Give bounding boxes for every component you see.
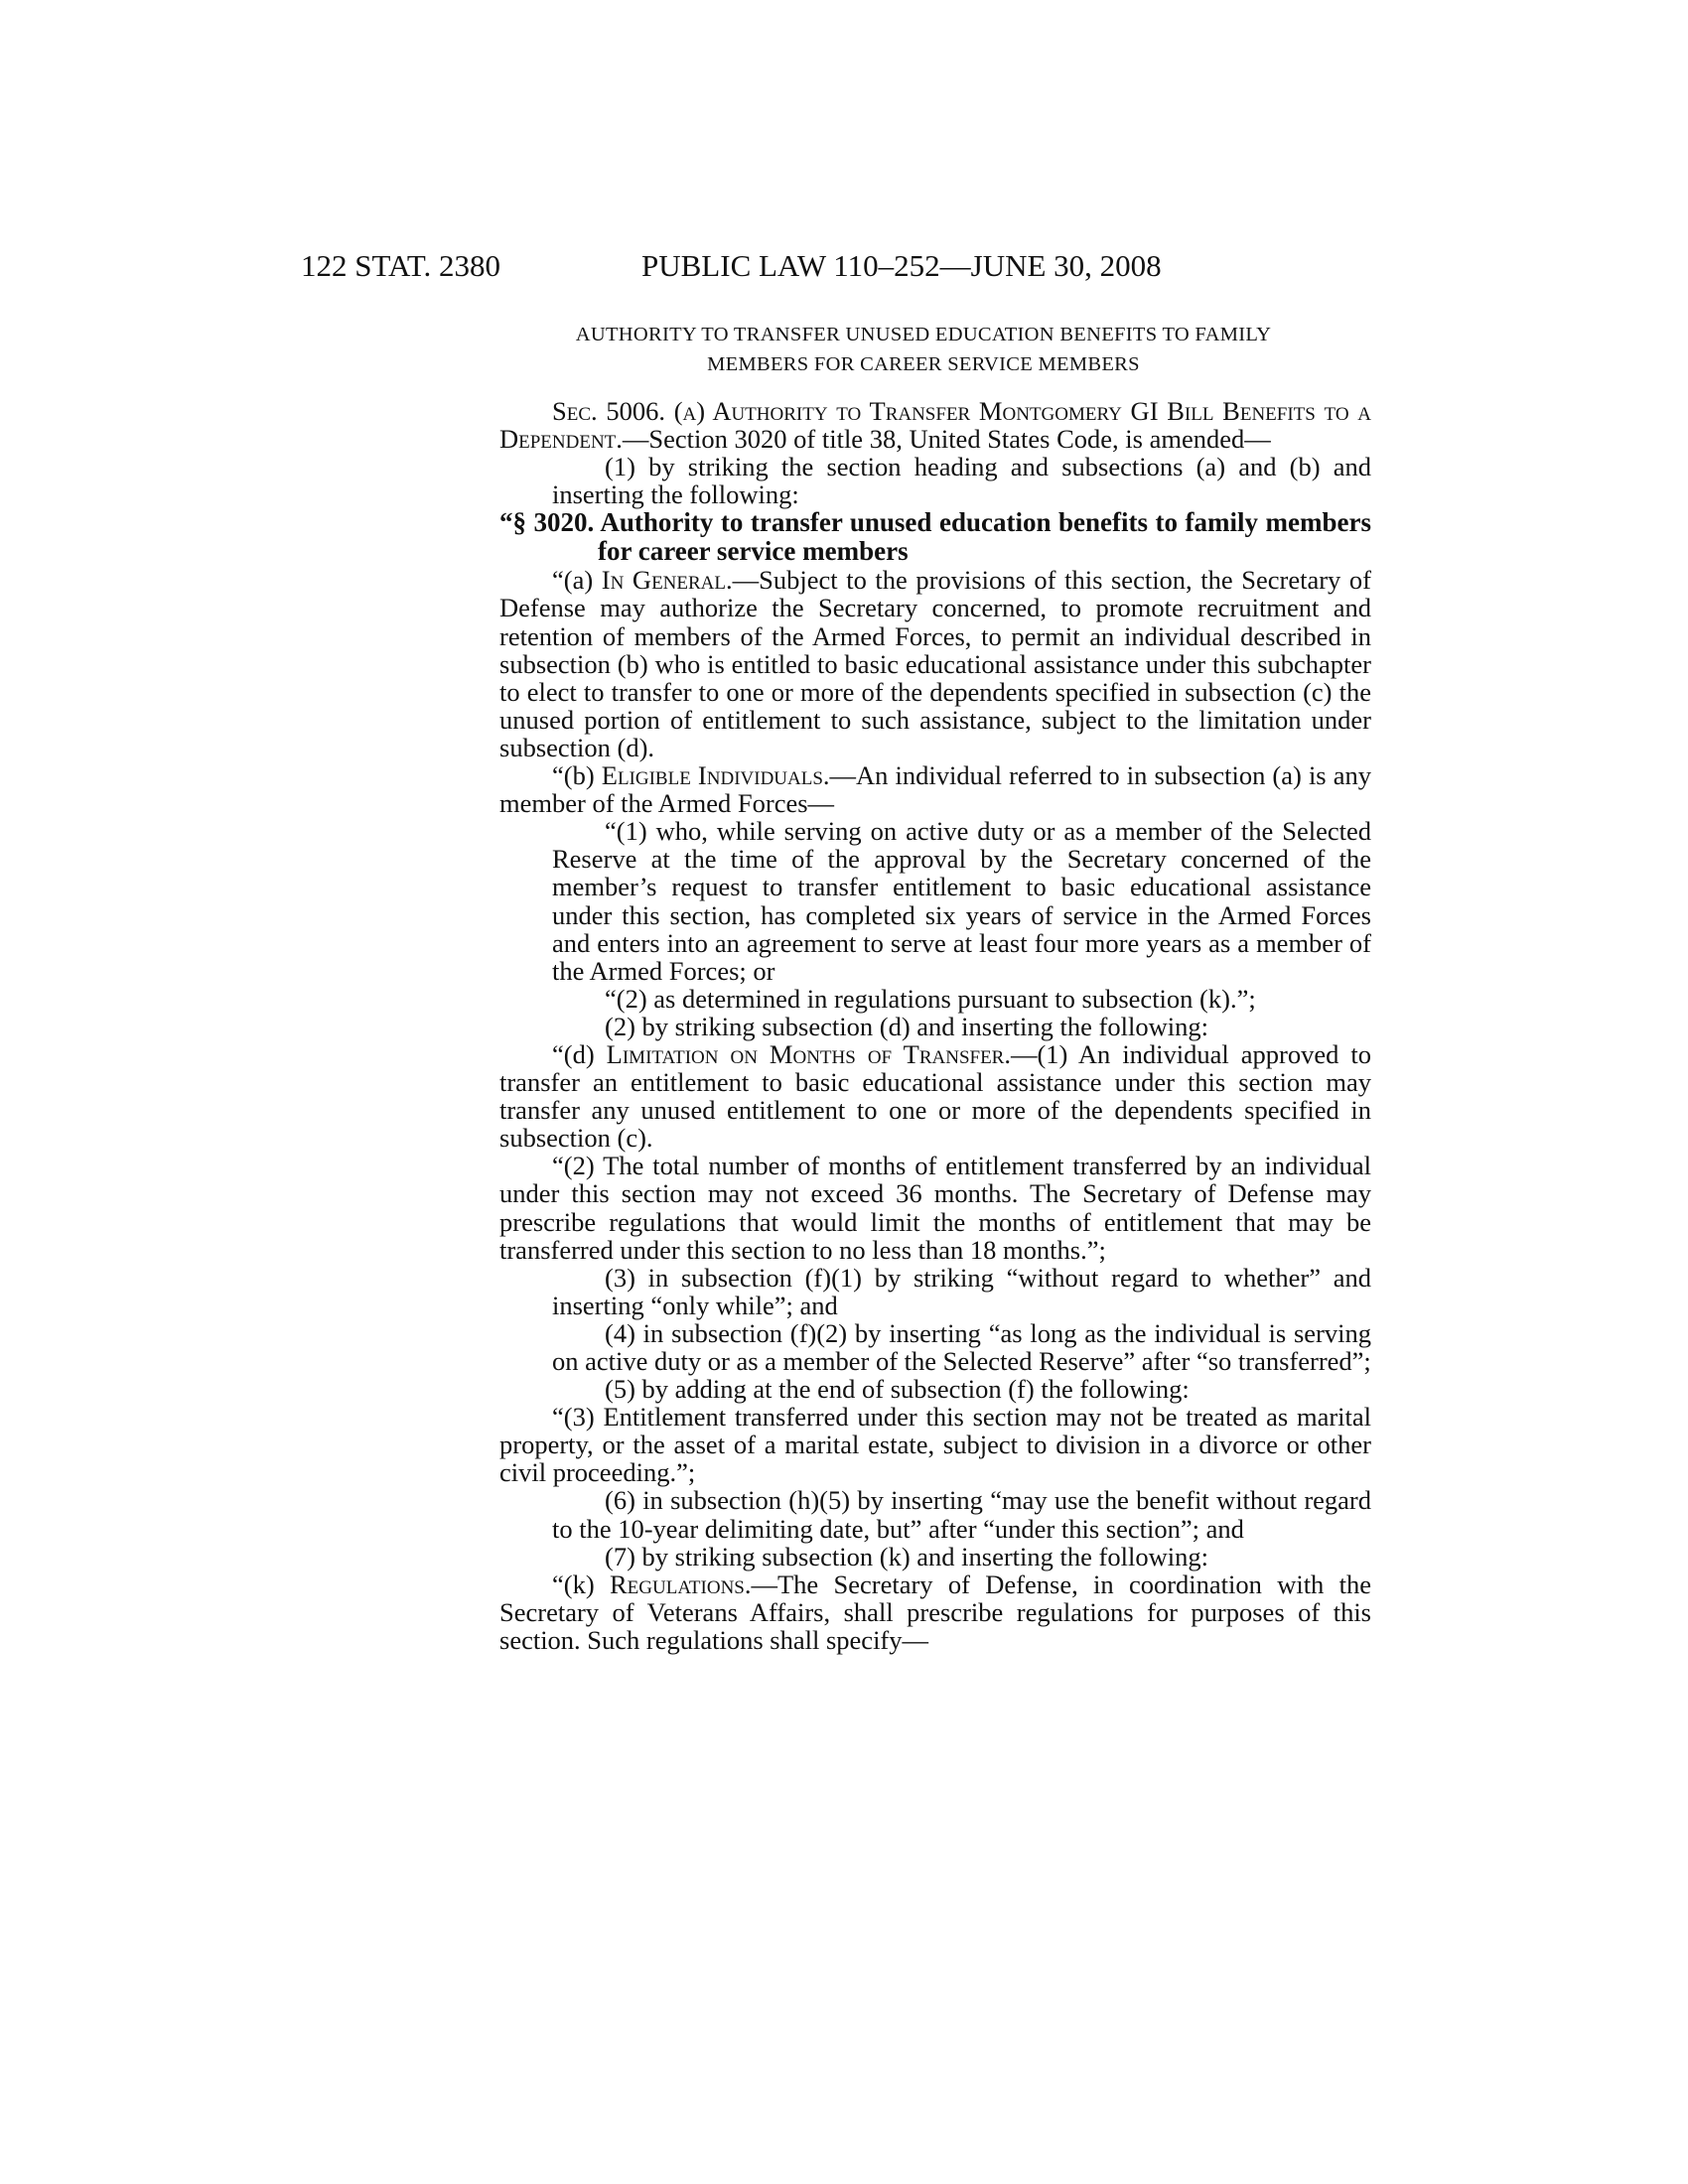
section-caption-line-1: AUTHORITY TO TRANSFER UNUSED EDUCATION BENEFITS TO FAMILY: [575, 324, 1272, 345]
subsection-k: “(k) Regulations.—The Secretary of Defense, in coordination with the Secretary of Veterans Affairs, shall prescribe regulations for purposes of this section. Such regulations shall specify—: [499, 1569, 1371, 1655]
subsection-b-caption: Eligible Individuals.: [601, 760, 830, 791]
amendment-item-3: (3) in subsection (f)(1) by striking “without regard to whether” and inserting “only while”; and: [552, 1262, 1371, 1320]
subsection-b-paragraph-2: “(2) as determined in regulations pursuant to subsection (k).”;: [605, 983, 1256, 1014]
subsection-d-paragraph-2: “(2) The total number of months of entitlement transferred by an individual under this section may not exceed 36 months. The Secretary of Defense may prescribe regulations that would limit the months of entitlement that may be transferred under this section to no less than 18 months.”;: [499, 1151, 1371, 1265]
subsection-d-caption: Limitation on Months of Transfer.: [606, 1038, 1011, 1069]
section-caption-line-2: MEMBERS FOR CAREER SERVICE MEMBERS: [707, 353, 1140, 375]
amendment-item-2: (2) by striking subsection (d) and inserting the following:: [605, 1011, 1208, 1041]
subsection-a-caption: In General.: [601, 565, 733, 596]
subsection-k-caption: Regulations.: [609, 1569, 752, 1599]
amendment-item-7: (7) by striking subsection (k) and inserting the following:: [605, 1541, 1208, 1571]
statute-page-number: 122 STAT. 2380: [301, 248, 501, 283]
subsection-b-paragraph-1: “(1) who, while serving on active duty or as a member of the Selected Reserve at the time of the approval by the Secretary concerned of the member’s request to transfer entitlement to basic educational assistance under this section, has completed six years of service in the Armed Forces and enters into an agreement to serve at least four more years as a member of the Armed Forces; or: [552, 816, 1371, 986]
document-body: [499, 397, 1371, 1654]
subsection-b: “(b) Eligible Individuals.—An individual referred to in subsection (a) is any member of the Armed Forces—: [499, 760, 1371, 819]
section-caption-heading: [467, 320, 1380, 379]
running-header: [301, 246, 1368, 286]
sec-5006-caption: Authority to Transfer Montgomery GI Bill Benefits to a Dependent.: [499, 396, 1371, 455]
subsection-f-paragraph-3: “(3) Entitlement transferred under this section may not be treated as marital property, or the asset of a marital estate, subject to division in a divorce or other civil proceeding.”;: [499, 1402, 1371, 1488]
sec-5006-paragraph: Sec. 5006. (a) Authority to Transfer Montgomery GI Bill Benefits to a Dependent.—Section 3020 of title 38, United States Code, is amended—: [499, 396, 1371, 455]
amendment-item-4: (4) in subsection (f)(2) by inserting “as long as the individual is serving on active duty or as a member of the Selected Reserve” after “so transferred”;: [552, 1317, 1371, 1376]
public-law-title: PUBLIC LAW 110–252—JUNE 30, 2008: [641, 248, 1162, 283]
subsection-a: “(a) In General.—Subject to the provisions of this section, the Secretary of Defense may authorize the Secretary concerned, to promote recruitment and retention of members of the Armed Forces, to permit an individual described in subsection (b) who is entitled to basic educational assistance under this subchapter to elect to transfer to one or more of the dependents specified in subsection (c) the unused portion of entitlement to such assistance, subject to the limitation under subsection (d).: [499, 565, 1371, 762]
amendment-item-1: (1) by striking the section heading and subsections (a) and (b) and inserting the following:: [552, 452, 1371, 510]
subsection-d: “(d) Limitation on Months of Transfer.—(1) An individual approved to transfer an entitlement to basic educational assistance under this section may transfer any unused entitlement to one or more of the dependents specified in subsection (c).: [499, 1038, 1371, 1154]
amendment-item-6: (6) in subsection (h)(5) by inserting “may use the benefit without regard to the 10-year delimiting date, but” after “under this section”; and: [552, 1485, 1371, 1544]
amendment-item-5: (5) by adding at the end of subsection (f) the following:: [605, 1374, 1190, 1405]
section-3020-heading: “§ 3020. Authority to transfer unused education benefits to family members for career service members: [499, 507, 1372, 567]
